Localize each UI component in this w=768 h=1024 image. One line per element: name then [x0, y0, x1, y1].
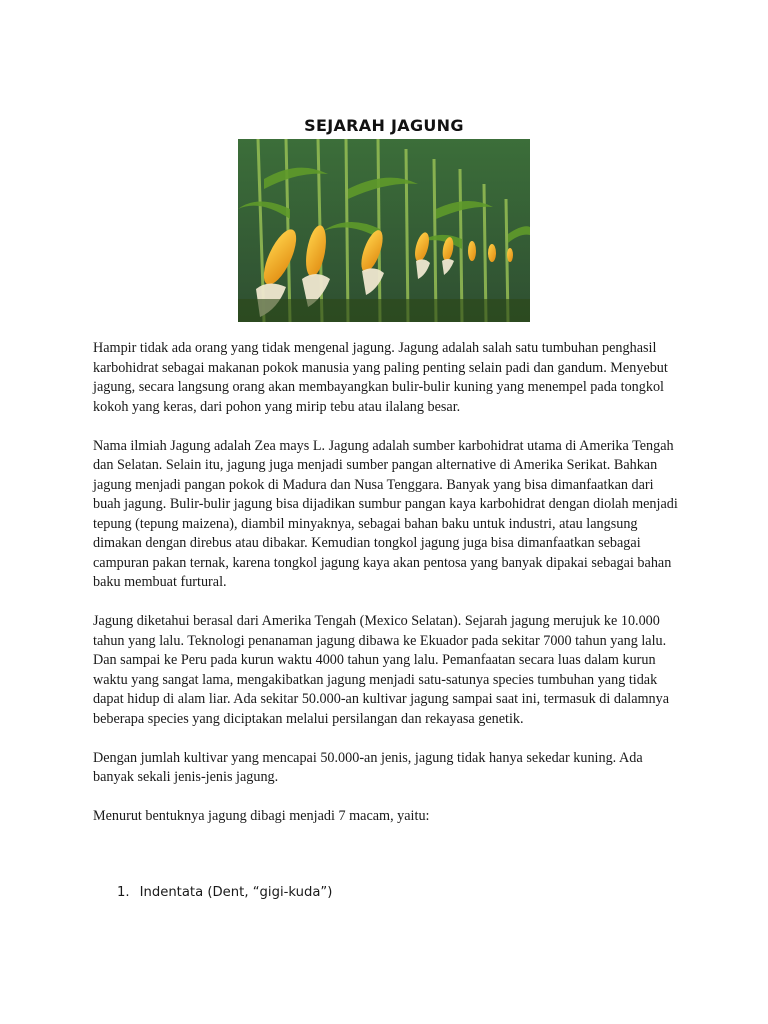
paragraph-list-intro: Menurut bentuknya jagung dibagi menjadi 7 macam, yaitu: — [93, 808, 430, 824]
paragraph-origin: Jagung diketahui berasal dari Amerika Tengah (Mexico Selatan). Sejarah jagung merujuk ke 10.000 tahun yang lalu. Teknologi penanaman jagung dibawa ke Ekuador pada sekitar 7000 tahun yang lalu. Dan sampai ke Peru pada kurun waktu 4000 tahun yang lalu. Pemanfaatan secara luas dalam kurun waktu yang sangat lama, mengakibatkan jagung menjadi satu-satunya species tumbuhan yang tidak dapat hidup di alam liar. Ada sekitar 50.000-an kultivar jagung sampai saat ini, termasuk di dalamnya beberapa species yang diciptakan melalui persilangan dan rekayasa genetik. — [93, 613, 670, 727]
body-text — [93, 339, 678, 846]
list-item-number: 1. — [117, 885, 130, 900]
paragraph-intro: Hampir tidak ada orang yang tidak mengenal jagung. Jagung adalah salah satu tumbuhan penghasil karbohidrat sebagai makanan pokok manusia yang paling penting selain padi dan gandum. Menyebut jagung, secara langsung orang akan membayangkan bulir-bulir kuning yang menempel pada tongkol kokoh yang keras, dari pohon yang mirip tebu atau ilalang besar. — [93, 340, 668, 415]
paragraph-cultivars: Dengan jumlah kultivar yang mencapai 50.000-an jenis, jagung tidak hanya sekedar kuning. Ada banyak sekali jenis-jenis jagung. — [93, 749, 643, 785]
document-title: SEJARAH JAGUNG — [304, 116, 464, 135]
list-item — [117, 885, 332, 900]
corn-types-list — [117, 885, 332, 900]
list-item-text: Indentata (Dent, “gigi-kuda”) — [139, 885, 333, 900]
paragraph-scientific-name: Nama ilmiah Jagung adalah Zea mays L. Jagung adalah sumber karbohidrat utama di Amerika Tengah dan Selatan. Selain itu, jagung juga menjadi sumber pangan alternative di Amerika Serikat. Bahkan jagung menjadi pangan pokok di Madura dan Nusa Tenggara. Banyak yang bisa dimanfaatkan dari buah jagung. Bulir-bulir jagung bisa dijadikan sumbur pangan kaya karbohidrat dengan diolah menjadi tepung (tepung maizena), diambil minyaknya, sebagai bahan baku untuk industri, atau langsung dimakan dengan direbus atau dibakar. Kemudian tongkol jagung juga bisa dimanfaatkan sebagai campuran pakan ternak, karena tongkol jagung kaya akan pentosa yang banyak dipakai sebagai bahan baku membuat furtural. — [93, 437, 678, 590]
corn-field-photo — [238, 139, 530, 322]
